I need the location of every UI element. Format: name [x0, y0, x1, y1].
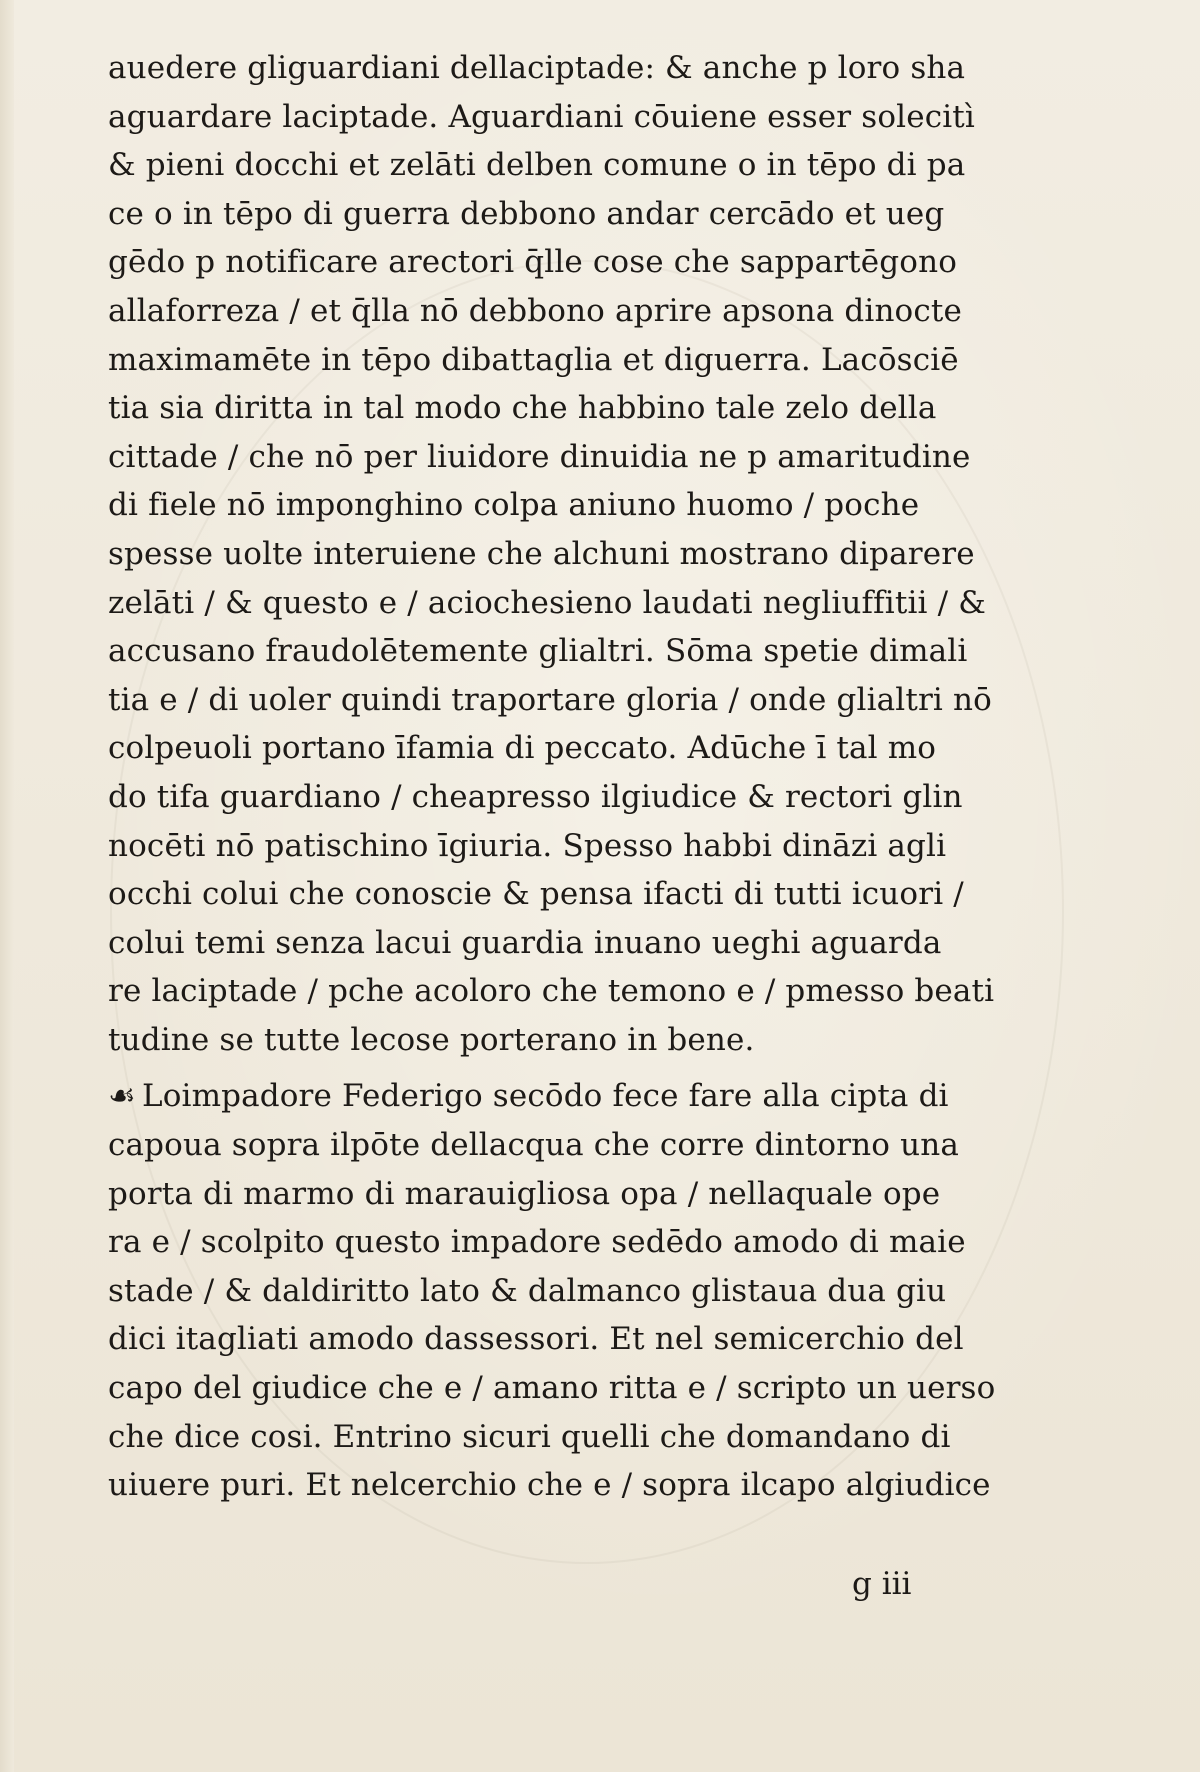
text-line: accusano fraudolētemente glialtri. Sōma spetie dimali [108, 633, 968, 670]
page-gutter [0, 0, 14, 1772]
text-line: auedere gliguardiani dellaciptade: & anche p loro sha [108, 50, 966, 86]
paragraph-first-line [108, 1072, 1008, 1121]
text-line: tudine se tutte lecose porterano in bene. [108, 1021, 755, 1058]
text-line: tia e / di uoler quindi traportare gloria / onde glialtri nō [108, 681, 992, 718]
text-line: & pieni docchi et zelāti delben comune o in tēpo di pa [108, 147, 966, 184]
text-line: dici itagliati amodo dassessori. Et nel semicerchio del [108, 1321, 964, 1358]
text-line: do tifa guardiano / cheapresso ilgiudice & rectori glin [108, 778, 963, 815]
text-line: spesse uolte interuiene che alchuni mostrano diparere [108, 535, 975, 572]
text-line: di fiele nō imponghino colpa aniuno huomo / poche [108, 487, 920, 524]
text-line: zelāti / & questo e / aciochesieno laudati negliuffitii / & [108, 584, 986, 621]
text-line: capoua sopra ilpōte dellacqua che corre dintorno una [108, 1127, 959, 1164]
text-line: nocēti nō patischino īgiuria. Spesso habbi dināzi agli [108, 827, 947, 864]
text-block [108, 44, 1008, 1510]
text-line: aguardare laciptade. Aguardiani cōuiene esser solecitì [108, 98, 975, 135]
text-line: colpeuoli portano īfamia di peccato. Adūche ī tal mo [108, 730, 937, 767]
text-line: allaforreza / et q̄lla nō debbono aprire apsona dinocte [108, 292, 962, 329]
text-line: occhi colui che conoscie & pensa ifacti di tutti icuori / [108, 876, 964, 913]
text-line: che dice cosi. Entrino sicuri quelli che domandano di [108, 1418, 951, 1455]
text-line: ra e / scolpito questo impadore sedēdo amodo di maie [108, 1224, 966, 1261]
paragraph-mark-icon: ☙ [108, 1078, 136, 1115]
text-line: capo del giudice che e / amano ritta e / scripto un uerso [108, 1370, 996, 1407]
signature-mark: g iii [852, 1566, 912, 1602]
text-line: gēdo p notificare arectori q̄lle cose che sappartēgono [108, 244, 958, 281]
text-line: tia sia diritta in tal modo che habbino tale zelo della [108, 390, 937, 427]
text-line: stade / & daldiritto lato & dalmanco glistaua dua giu [108, 1272, 947, 1309]
text-line: ce o in tēpo di guerra debbono andar cercādo et ueg [108, 195, 945, 232]
text-line: Loimpadore Federigo secōdo fece fare alla cipta di [141, 1078, 949, 1115]
text-line: porta di marmo di marauigliosa opa / nellaquale ope [108, 1175, 941, 1212]
text-line: re laciptade / pche acoloro che temono e / pmesso beati [108, 973, 995, 1010]
text-line: colui temi senza lacui guardia inuano ueghi aguarda [108, 924, 942, 961]
text-line: cittade / che nō per liuidore dinuidia ne p amaritudine [108, 438, 971, 475]
text-line: maximamēte in tēpo dibattaglia et diguerra. Lacōsciē [108, 341, 959, 378]
text-line: uiuere puri. Et nelcerchio che e / sopra ilcapo algiudice [108, 1467, 991, 1504]
